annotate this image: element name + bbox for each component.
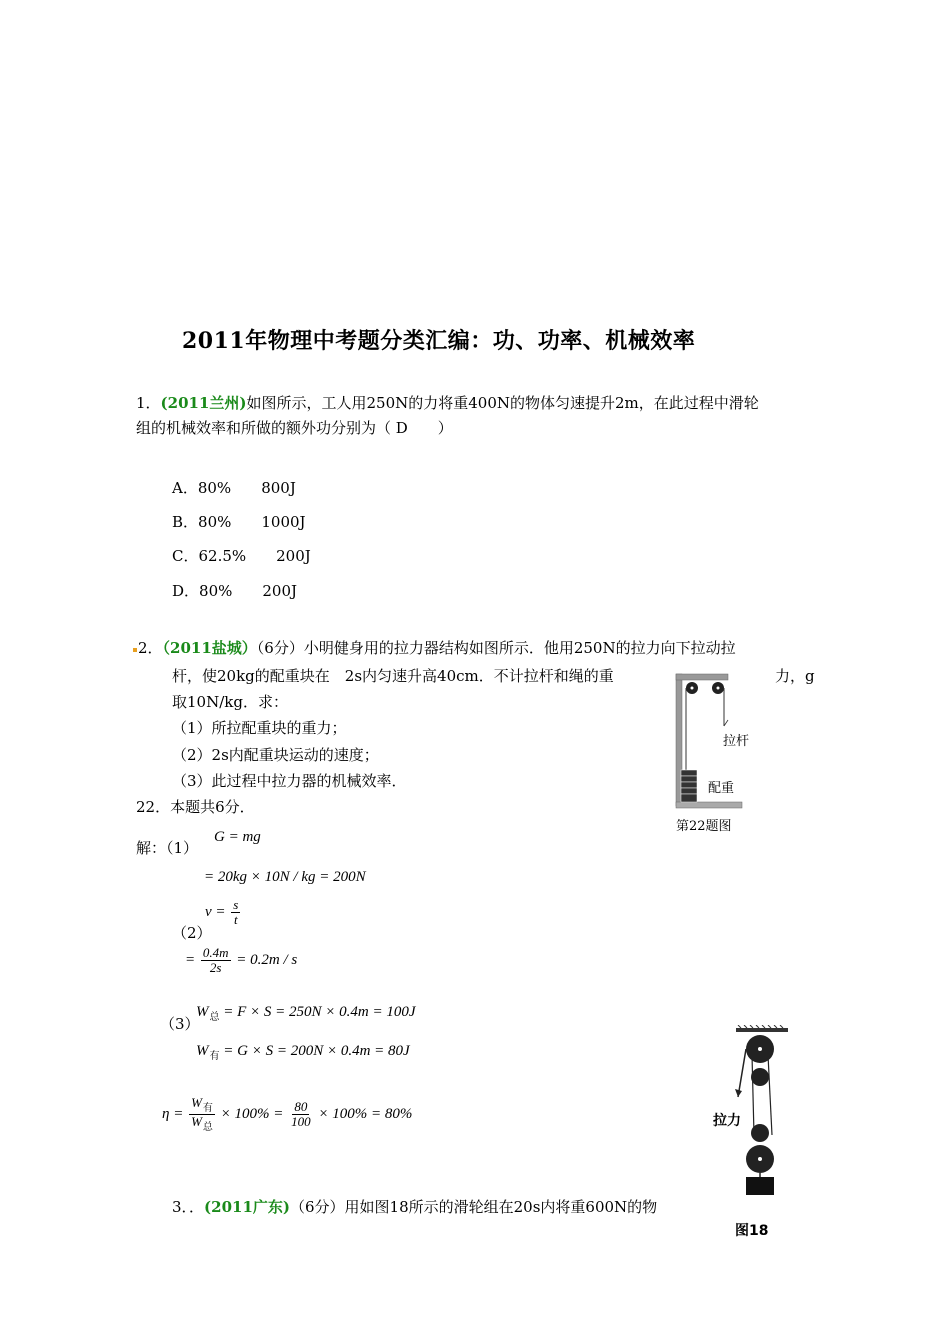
question-text: 如图所示，工人用250N的力将重400N的物体匀速提升2m，在此过程中滑轮 — [246, 394, 759, 412]
eq-lhs: v = — [205, 904, 226, 921]
figure-18 — [732, 1025, 792, 1195]
question-text: 用如图18所示的滑轮组在20s内将重600N的物 — [344, 1198, 658, 1216]
work-symbol: W — [196, 1004, 209, 1020]
option-label: A．80% — [172, 479, 232, 497]
equation-efficiency — [162, 1096, 412, 1133]
question-points: （6分） — [290, 1198, 345, 1216]
question-number: 1． — [136, 394, 161, 412]
work-symbol: W — [196, 1043, 209, 1059]
option-c — [172, 545, 311, 566]
option-label: C．62.5% — [172, 547, 247, 565]
figure-22 — [672, 670, 752, 830]
question-source: （2011盐城） — [162, 639, 257, 657]
equation-2 — [205, 898, 242, 928]
option-value: 800J — [261, 479, 296, 497]
numerator: 0.4m — [202, 945, 229, 960]
weight-plate — [681, 770, 697, 776]
figure-label-weight: 配重 — [708, 781, 735, 796]
load-block — [746, 1177, 774, 1195]
denominator: 2s — [209, 960, 222, 976]
question-2-line-3: 取10N/kg．求： — [172, 693, 288, 711]
subscript: 总 — [209, 1012, 220, 1023]
denominator: t — [234, 912, 238, 928]
figure-label-rod: 拉杆 — [723, 734, 750, 749]
denominator: $W_总$ — [191, 1114, 213, 1133]
question-1-line-2: 组的机械效率和所做的额外功分别为（ D ） — [136, 419, 453, 437]
question-3-line-1 — [172, 1196, 657, 1217]
part-3-label: （3） — [160, 1015, 200, 1033]
weight-plate — [681, 776, 697, 782]
fraction — [231, 898, 240, 928]
eq-rhs: = 0.2m / s — [236, 952, 298, 969]
question-number: 3．． — [172, 1198, 205, 1216]
sub-question-1: （1）所拉配重块的重力； — [172, 719, 347, 737]
pull-rope — [738, 1049, 746, 1097]
frame-top — [676, 674, 728, 680]
numerator: $W_有$ — [191, 1095, 213, 1114]
pulley-frame-diagram — [672, 670, 752, 830]
subscript: 有 — [209, 1051, 220, 1062]
question-1-line-1 — [136, 392, 759, 413]
eq-middle: × 100% = — [220, 1105, 284, 1122]
bullet-marker — [133, 648, 137, 652]
frame-base — [676, 802, 742, 808]
answer-header: 22．本题共6分． — [136, 798, 255, 816]
weight-plate — [681, 794, 697, 802]
fraction — [189, 1096, 215, 1133]
eq-tail: × 100% = 80% — [318, 1105, 413, 1122]
page-title: 2011年物理中考题分类汇编：功、功率、机械效率 — [182, 328, 696, 354]
equation-3 — [196, 1004, 416, 1023]
option-b — [172, 511, 306, 532]
option-value: 1000J — [261, 513, 306, 531]
figure-label-force: 拉力 — [713, 1113, 741, 1129]
sub-question-3: （3）此过程中拉力器的机械效率． — [172, 772, 407, 790]
numerator: 80 — [294, 1098, 308, 1114]
question-2-line-1 — [138, 637, 736, 658]
fraction — [289, 1100, 313, 1130]
solve-label: 解：（1） — [136, 839, 199, 857]
question-source: (2011广东) — [204, 1198, 290, 1216]
figure-caption-22: 第22题图 — [676, 819, 732, 834]
question-2-line-2b: 力，g — [775, 667, 815, 685]
weight-plate — [681, 782, 697, 788]
sub-question-2: （2）2s内配重块运动的速度； — [172, 746, 379, 764]
weight-plate — [681, 788, 697, 794]
pulley-block-diagram — [732, 1025, 792, 1195]
option-value: 200J — [276, 547, 311, 565]
question-2-line-2a: 杆，使20kg的配重块在 2s内匀速升高40cm．不计拉杆和绳的重 — [172, 667, 614, 685]
option-label: B．80% — [172, 513, 232, 531]
denominator: 100 — [291, 1114, 311, 1129]
option-d — [172, 580, 297, 601]
question-text: 小明健身用的拉力器结构如图所示．他用250N的拉力向下拉动拉 — [303, 639, 736, 657]
part-2-label: （2） — [172, 924, 212, 942]
option-a — [172, 477, 296, 498]
equation-2b: = $\frac{0.4m}{2s}$ = 0.2m / s — [185, 945, 298, 976]
equation-4 — [196, 1043, 410, 1062]
equation-1: G = mg — [214, 829, 261, 845]
eq-rhs: = G × S = 200N × 0.4m = 80J — [223, 1043, 410, 1059]
question-points: （6分） — [256, 639, 304, 657]
question-number: 2． — [138, 639, 163, 657]
option-value: 200J — [262, 582, 298, 600]
fraction — [201, 946, 231, 976]
eq-rhs: = F × S = 250N × 0.4m = 100J — [223, 1004, 416, 1020]
question-source: (2011兰州) — [160, 394, 247, 412]
figure-caption-18: 图18 — [735, 1223, 769, 1239]
option-label: D．80% — [172, 582, 233, 600]
eta-symbol: η = — [162, 1105, 184, 1122]
numerator: s — [233, 897, 239, 912]
equation-1b: = 20kg × 10N / kg = 200N — [204, 869, 366, 885]
ceiling — [736, 1028, 788, 1032]
